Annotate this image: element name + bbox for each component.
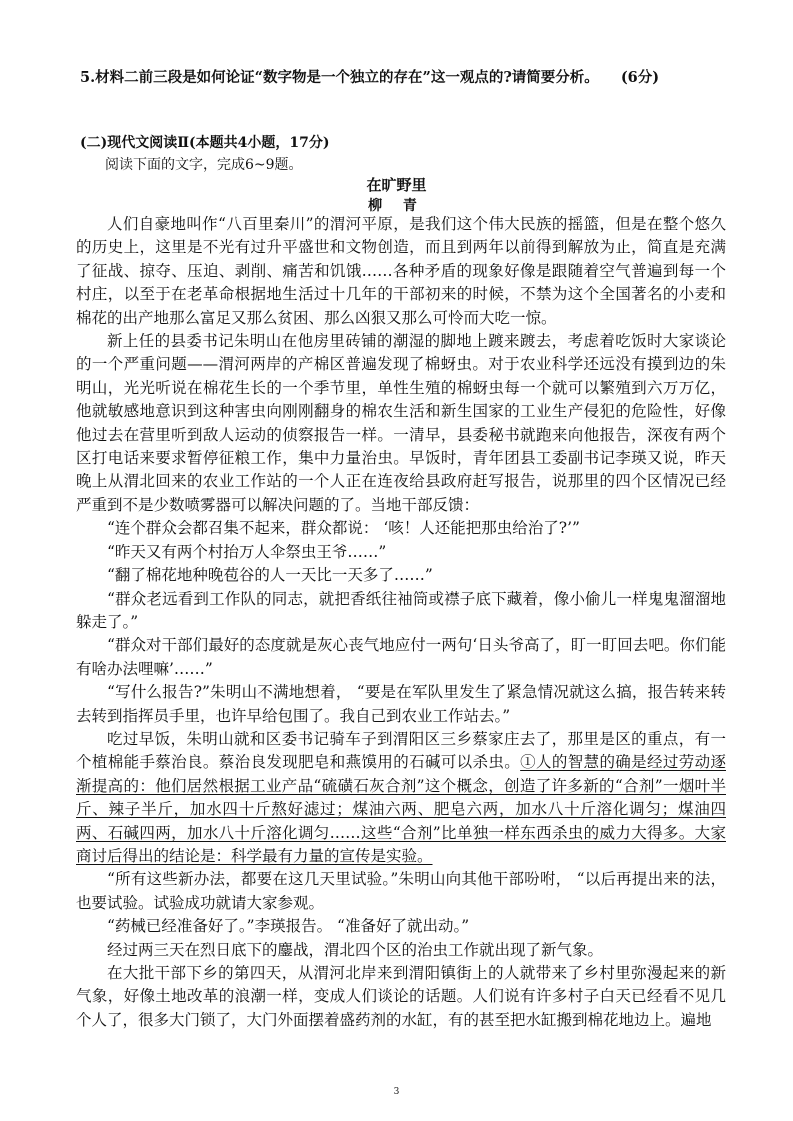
question-5-text: 5.材料二前三段是如何论证“数字物是一个独立的存在”这一观点的?请简要分析。 [80, 69, 599, 86]
quote-4: “群众老远看到工作队的同志，就把香纸往袖筒或襟子底下藏着，像小偷儿一样鬼鬼溜溜地躲走了。” [76, 589, 726, 631]
paragraph-6: “药械已经准备好了。”李瑛报告。 “准备好了就出动。” [107, 917, 470, 936]
paragraph-8: 在大批干部下乡的第四天，从渭河北岸来到渭阳镇街上的人就带来了乡村里弥漫起来的新气象，好像土地改革的浪潮一样，变成人们谈论的话题。人们说有许多村子白天已经看不见几个人了，很多大门锁了，大门外面摆着盛药剂的水缸，有的甚至把水缸搬到棉花地边上。遍地 [76, 964, 726, 1029]
reading-instruction: 阅读下面的文字，完成6~9题。 [105, 157, 303, 173]
underlined-sentence-1: ①人的智慧的确是经过劳动逐渐提高的：他们居然根据工业产品“硫磺石灰合剂”这个概念，创造了许多新的“合剂”一烟叶半斤、辣子半斤，加水四十斤熬好滤过；煤油六两、肥皂六两，加水八十斤溶化调匀；煤油四两、石碱四两，加水八十斤溶化调匀……这些“合剂”比单独一样东西杀虫的威力大得多。大家商讨后得出的结论是：科学最有力量的宣传是实验。 [76, 753, 726, 865]
paragraph-4 [76, 728, 726, 868]
paragraph-2: 新上任的县委书记朱明山在他房里砖铺的潮湿的脚地上踱来踱去，考虑着吃饭时大家谈论的一个严重问题——渭河两岸的产棉区普遍发现了棉蚜虫。对于农业科学还远没有摸到边的朱明山，光光听说在棉花生长的一个季节里，单性生殖的棉蚜虫每一个就可以繁殖到六万万亿，他就敏感地意识到这种害虫向刚刚翻身的棉农生活和新生国家的工业生产侵犯的危险性，好像他过去在营里听到敌人运动的侦察报告一样。一清早，县委秘书就跑来向他报告，深夜有两个区打电话来要求暂停征粮工作，集中力量治虫。早饭时，青年团县工委副书记李瑛又说，昨天晚上从渭北回来的农业工作站的一个人正在连夜给县政府赶写报告，说那里的四个区情况已经严重到不是少数喷雾器可以解决问题的了。当地干部反馈： [76, 332, 726, 514]
article-body [76, 213, 726, 1032]
article-author: 柳 青 [368, 198, 425, 214]
page-number: 3 [393, 1087, 400, 1097]
section-header: (二)现代文阅读Ⅱ(本题共4小题，17分) [80, 135, 330, 151]
paragraph-5: “所有这些新办法，都要在这几天里试验。”朱明山向其他干部吩咐， “以后再提出来的法，也要试验。试验成功就请大家参观。 [76, 870, 726, 912]
paragraph-3: “写什么报告?”朱明山不满地想着， “要是在军队里发生了紧急情况就这么搞，报告转来转去转到指挥员手里，也许早给包围了。我自己到农业工作站去。” [76, 683, 726, 725]
question-5 [80, 66, 720, 87]
paragraph-7: 经过两三天在烈日底下的鏖战，渭北四个区的治虫工作就出现了新气象。 [107, 940, 604, 959]
quote-5: “群众对干部们最好的态度就是灰心丧气地应付一两句‘日头爷高了，盯一盯回去吧。你们能有啥办法哩嘛’……” [76, 636, 726, 678]
quote-1: “连个群众会都召集不起来，群众都说： ‘咳！人还能把那虫给治了?’” [107, 519, 580, 538]
paragraph-1: 人们自豪地叫作“八百里秦川”的渭河平原，是我们这个伟大民族的摇篮，但是在整个悠久的历史上，这里是不光有过升平盛世和文物创造，而且到两年以前得到解放为止，简直是充满了征战、掠夺、压迫、剥削、痛苦和饥饿……各种矛盾的现象好像是跟随着空气普遍到每一个村庄，以至于在老革命根据地生活过十几年的干部初来的时候，不禁为这个全国著名的小麦和棉花的出产地那么富足又那么贫困、那么凶狠又那么可怜而大吃一惊。 [76, 215, 726, 327]
question-5-score: (6分) [620, 69, 660, 86]
paragraph-4-start: 吃过早饭，朱明山就和区委书记骑车子到渭阳区三乡蔡家庄去了，那里是区的重点，有一个植棉能手蔡治良。蔡治良发现肥皂和燕馍用的石碱可以杀虫。 [76, 729, 726, 772]
article-title: 在旷野里 [366, 176, 427, 194]
quote-3: “翻了棉花地种晚苞谷的人一天比一天多了……” [107, 566, 433, 585]
quote-2: “昨天又有两个村抬万人伞祭虫王爷……” [107, 542, 387, 561]
